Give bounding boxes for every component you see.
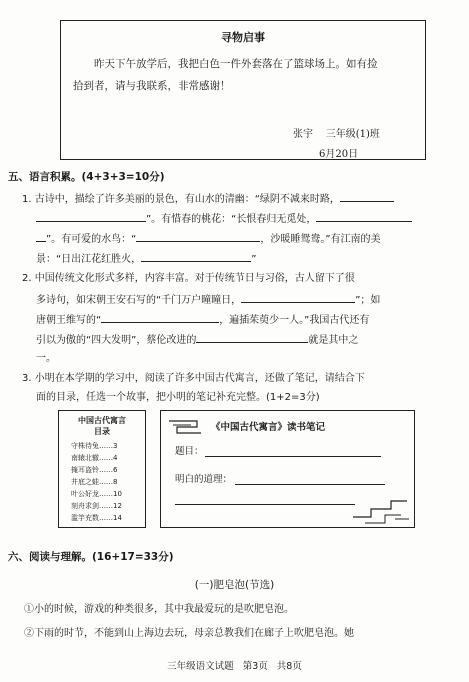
notice-date: 6月20日 — [319, 149, 359, 160]
page-footer: 三年级语文试题 第3页 共8页 — [167, 661, 302, 672]
notes-topic-line[interactable] — [205, 456, 381, 457]
notice-line-1: 昨天下午放学后，我把白色一件外套落在了篮球场上。如有捡 — [94, 58, 378, 70]
q1-blank-5[interactable] — [136, 231, 260, 242]
notice-signature: 张宇 三年级(1)班 — [293, 129, 380, 140]
q3-line-1: 3. 小明在本学期的学习中，阅读了许多中国古代寓言，还做了笔记，请结合下 — [22, 373, 365, 384]
notice-line-2: 拾到者，请与我联系，非常感谢！ — [73, 80, 231, 92]
q2-line-2 — [36, 292, 380, 308]
notes-lesson-line-1[interactable] — [235, 484, 385, 485]
reading-notes-box — [160, 410, 415, 528]
q1-text-4a: 景：“日出江花红胜火， — [36, 254, 142, 265]
q2-line-3 — [36, 312, 369, 328]
q2-text-3b: ，遍插茱萸少一人。”我国古代还有 — [219, 315, 370, 326]
lost-item-notice — [60, 20, 426, 160]
toc-item: 叶公好龙……10 — [71, 490, 122, 498]
q1-text-1a: 1. 古诗中，描绘了许多美丽的景色，有山水的清幽：“绿阴不减来时路， — [22, 194, 340, 205]
toc-item: 守株待兔……3 — [71, 442, 118, 450]
toc-title: 中国古代寓言 — [78, 416, 126, 425]
q2-blank-3[interactable] — [196, 332, 308, 343]
section5-heading: 五、语言积累。(4+3+3=10分) — [8, 171, 165, 183]
q3-line-2: 面的目录，任选一个故事，把小明的笔记补充完整。(1+2=3分) — [36, 392, 320, 403]
q2-line-5: 一。 — [36, 353, 56, 364]
q2-line-4 — [36, 332, 358, 348]
q1-line-3 — [36, 231, 381, 247]
q1-line-1 — [22, 191, 394, 207]
corner-pattern-icon — [167, 417, 203, 439]
corner-pattern-icon — [351, 495, 411, 525]
q2-line-1: 2. 中国传统文化形式多样，内容丰富。对于传统节日与习俗，古人留下了很 — [22, 273, 355, 284]
notes-lesson-label: 明白的道理： — [175, 474, 233, 485]
q2-text-2a: 多诗句，如宋朝王安石写的“千门万户曈曈日， — [36, 295, 242, 306]
section6-heading: 六、阅读与理解。(16+17=33分) — [8, 551, 174, 563]
q2-text-3a: 唐朝王维写的“ — [36, 315, 102, 326]
q1-blank-1[interactable] — [340, 191, 394, 202]
toc-item: 掩耳盗铃……6 — [71, 466, 118, 474]
passage-title: (一)肥皂泡(节选) — [194, 579, 275, 591]
q1-line-4 — [36, 251, 256, 267]
notes-title: 《中国古代寓言》读书笔记 — [211, 422, 326, 433]
q1-text-4b: ” — [251, 254, 257, 265]
fable-table-of-contents — [58, 410, 146, 528]
q1-text-2b: ”。有惜春的桃花：“长恨春归无觅处， — [146, 214, 317, 225]
toc-item: 滥竽充数……14 — [71, 514, 122, 522]
q1-text-3a: ”。有可爱的水鸟：“ — [46, 234, 137, 245]
q1-blank-2[interactable] — [36, 211, 146, 222]
q2-text-2b: ”；如 — [355, 295, 381, 306]
passage-paragraph-1: ①小的时候，游戏的种类很多，其中我最爱玩的是吹肥皂泡。 — [24, 604, 294, 615]
toc-item: 刻舟求剑……12 — [71, 502, 122, 510]
notice-body — [73, 53, 415, 97]
q1-text-3b: ，沙暖睡鸳鸯。”有江南的美 — [260, 234, 381, 245]
passage-paragraph-2: ②下雨的时节，不能到山上海边去玩，母亲总教我们在廊子上吹肥皂泡。她 — [24, 628, 354, 639]
q1-blank-3[interactable] — [316, 211, 412, 222]
toc-item: 井底之蛙……8 — [71, 478, 118, 486]
q2-blank-2[interactable] — [101, 312, 219, 323]
toc-subtitle: 目录 — [94, 427, 110, 436]
q2-text-4b: 就是其中之 — [308, 335, 359, 346]
toc-item: 南辕北辙……4 — [71, 454, 118, 462]
q1-blank-6[interactable] — [141, 251, 251, 262]
q1-line-2 — [36, 211, 412, 227]
q2-blank-1[interactable] — [241, 292, 355, 303]
q2-text-4a: 引以为傲的“四大发明”，蔡伦改进的 — [36, 335, 197, 346]
notice-title: 寻物启事 — [221, 31, 265, 44]
notes-topic-label: 题目： — [175, 446, 204, 457]
notes-lesson-line-2[interactable] — [175, 504, 355, 505]
q1-blank-4[interactable] — [36, 231, 46, 242]
